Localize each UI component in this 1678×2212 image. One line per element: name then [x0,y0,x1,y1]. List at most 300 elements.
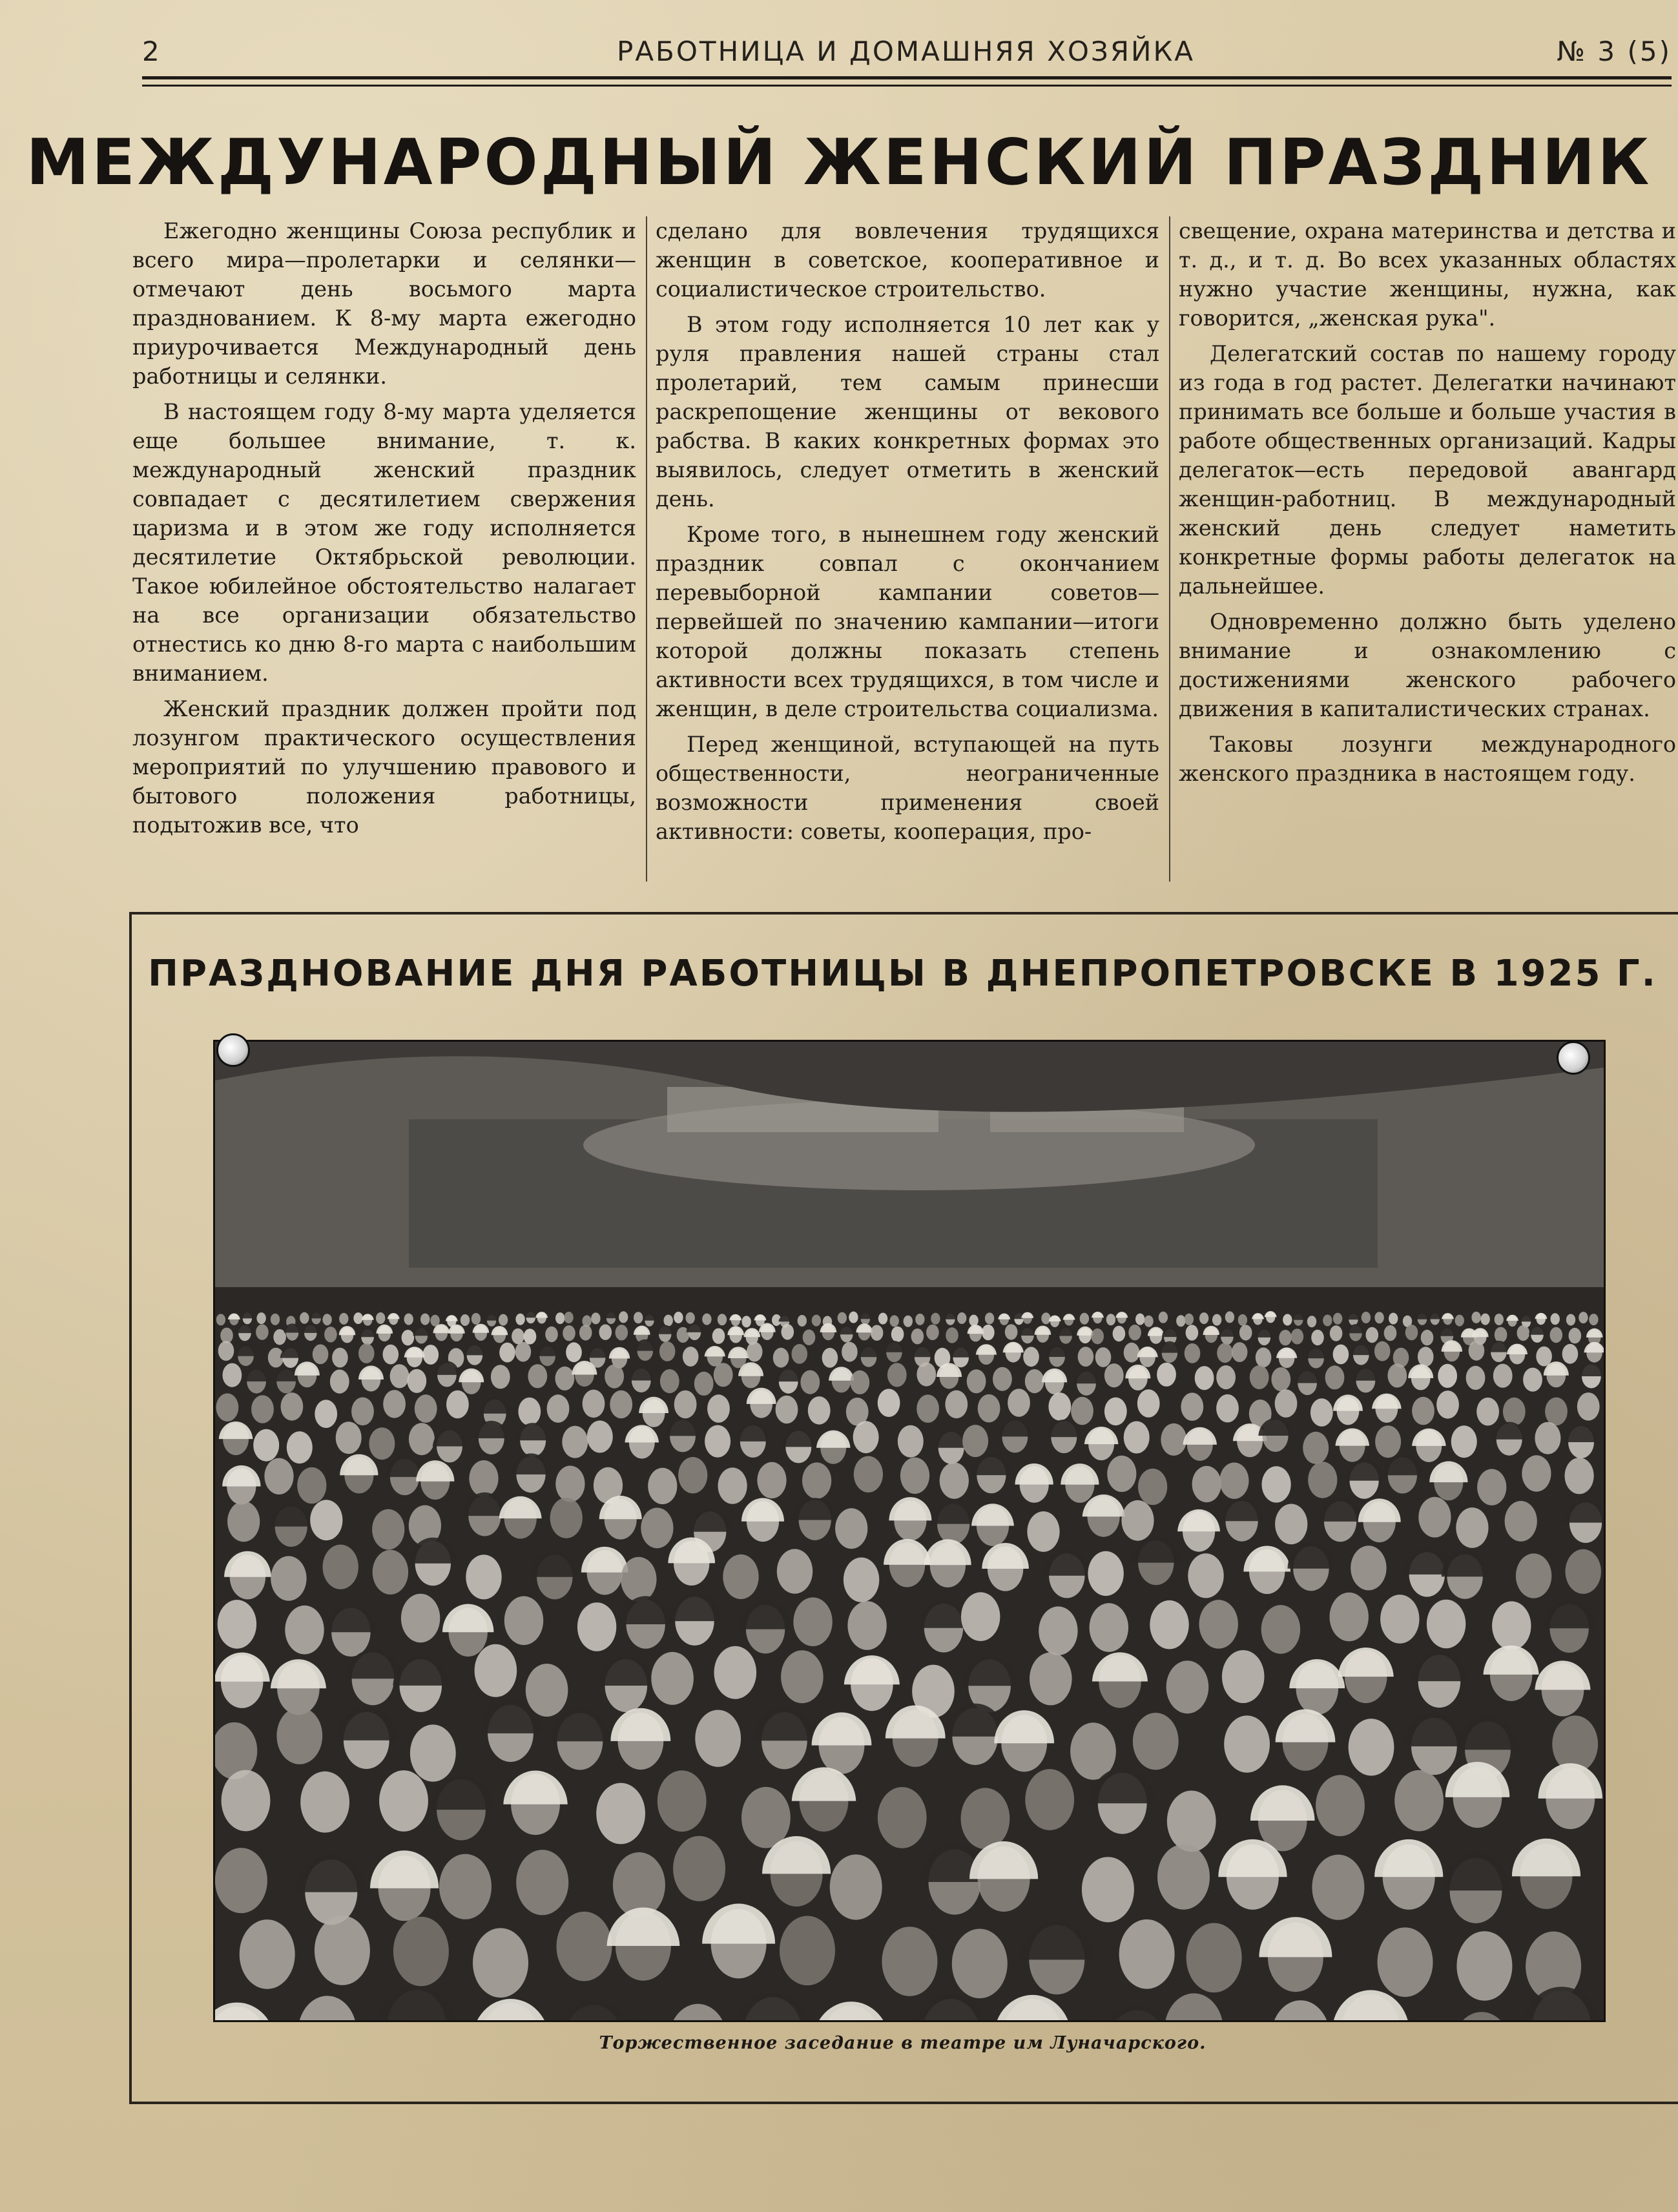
crowd-face [1023,1347,1039,1367]
crowd-face [878,1389,900,1417]
crowd-face [466,1555,501,1599]
crowd-face [1250,1365,1269,1389]
crowd-face [660,1369,679,1393]
crowd-face [1025,1369,1044,1393]
crowd-face [587,1421,613,1453]
crowd-face [1566,1549,1601,1594]
crowd-face [1239,1325,1252,1340]
crowd-face [555,1312,565,1324]
crowd-face [707,1394,730,1423]
crowd-face [616,1325,628,1340]
crowd-face [528,1364,547,1388]
crowd-face [1351,1545,1386,1590]
crowd-face [890,1315,899,1327]
crowd-face [1256,1347,1272,1367]
crowd-face [281,1392,304,1421]
crowd-face [1027,1511,1059,1552]
crowd-face [550,1498,583,1538]
crowd-face [499,1314,508,1326]
crowd-face [1577,1392,1600,1421]
crowd-face [961,1592,1000,1641]
crowd-face [1330,1325,1343,1341]
crowd-face [1565,1458,1594,1494]
crowd-face [1375,1425,1401,1458]
paragraph: Кроме того, в нынешнем году женский праздник совпал с окончанием перевыборной кампании советов—первейшей по значению кампании—итоги которой должны показать степень активности всех трудящихся, в том числе и женщин, в деле строительства социализма. [656,522,1159,721]
crowd-face [1137,1389,1160,1418]
crowd-face [1366,1327,1379,1343]
crowd-face [854,1456,883,1493]
crowd-face [253,1429,279,1462]
crowd-face [1275,1504,1307,1545]
crowd-face [1384,1325,1397,1341]
crowd-face [1455,1315,1464,1327]
crowd-face [256,1312,265,1324]
crowd-face [264,1458,293,1494]
crowd-face [1275,1389,1298,1418]
crowd-face [705,1425,730,1458]
page-number: 2 [142,36,161,67]
crowd-face [1418,1347,1434,1367]
crowd-face [1374,1312,1383,1323]
crowd-face [718,1467,747,1504]
crowd-face [648,1468,677,1504]
crowd-face [842,1342,858,1362]
crowd-face [591,1312,600,1324]
issue-number: № 3 (5) [1557,36,1672,67]
crowd-face [1219,1463,1248,1499]
crowd-face [596,1783,645,1845]
column-divider [1169,216,1170,882]
crowd-face [1041,1312,1050,1324]
crowd-face [1167,1791,1216,1852]
crowd-face [911,1328,924,1344]
crowd-face [390,1364,409,1388]
crowd-face [1562,1344,1579,1364]
crowd-face [216,1314,225,1325]
crowd-face [330,1370,349,1394]
crowd-face [1418,1497,1451,1538]
crowd-face [1307,1316,1316,1327]
crowd-face [512,1328,524,1344]
crowd-face [1199,1312,1208,1324]
crowd-face [227,1502,260,1542]
crowd-face [339,1313,348,1325]
crowd-photo-illustration [215,1042,1604,2020]
crowd-face [1333,1345,1349,1365]
crowd-face [1133,1713,1179,1770]
crowd-face [1157,1363,1176,1387]
crowd-face [714,1646,757,1699]
crowd-face [383,1390,406,1418]
crowd-face [712,1328,725,1344]
crowd-face [694,1372,714,1396]
article-column-2 [656,216,1159,853]
crowd-face [1186,1923,1242,1993]
crowd-face [1232,1342,1248,1362]
crowd-face [1181,1392,1203,1421]
crowd-face [847,1601,886,1650]
crowd-face [969,1315,978,1327]
crowd-face [1188,1553,1223,1598]
crowd-face [1262,1466,1291,1502]
crowd-face [300,1312,309,1324]
crowd-face [1517,1325,1530,1341]
crowd-face [683,1347,699,1367]
crowd-face [216,1393,239,1421]
crowd-face [1436,1390,1459,1419]
crowd-face [555,1465,585,1502]
crowd-face [952,1929,1008,1999]
paragraph: сделано для вовлечения трудящихся женщин в советское, кооперативное и социалистическое строительство. [656,218,1159,302]
crowd-face [471,1313,481,1325]
crowd-face [473,1928,528,1998]
crowd-face [1589,1314,1598,1325]
crowd-face [658,1770,707,1832]
crowd-face [446,1390,469,1419]
crowd-face [1387,1363,1407,1387]
crowd-face [940,1462,969,1498]
crowd-face [1466,1366,1486,1390]
crowd-face [1166,1660,1209,1713]
crowd-face [215,1848,267,1913]
crowd-face [547,1394,570,1423]
crowd-face [659,1341,676,1361]
crowd-face [475,1644,517,1697]
crowd-face [686,1312,695,1324]
crowd-face [562,1426,588,1458]
crowd-face [1523,1368,1542,1392]
photo-caption: Торжественное заседание в театре им Луначарского. [599,2033,1207,2053]
crowd-face [322,1314,331,1325]
paragraph: Ежегодно женщины Союза республик и всего мира—пролетарки и селянки—отмечают день восьмого марта празднованием. К 8-му марта ежегодно приурочивается Международный день работницы и селянки. [132,218,636,389]
crowd-face [372,1509,404,1550]
crowd-face [1291,1328,1304,1344]
crowd-face [1330,1593,1369,1642]
crowd-face [1005,1324,1018,1339]
crowd-face [276,1707,322,1764]
crowd-face [747,1342,763,1362]
crowd-face [271,1314,280,1325]
crowd-face [379,1770,428,1832]
crowd-face [404,1314,413,1325]
crowd-face [351,1398,374,1426]
crowd-face [1185,1314,1194,1325]
crowd-face [1495,1327,1507,1343]
crowd-face [251,1395,274,1423]
crowd-face [1569,1328,1582,1343]
crowd-face [310,1500,342,1540]
crowd-face [812,1315,821,1327]
crowd-face [518,1398,541,1426]
crowd-face [1480,1314,1489,1325]
publication-title: РАБОТНИЦА И ДОМАШНЯЯ ХОЗЯЙКА [617,36,1196,67]
crowd-face [1535,1422,1560,1454]
crowd-face [887,1363,907,1387]
article-column-3 [1179,216,1676,794]
crowd-photo [213,1040,1606,2022]
crowd-face [830,1854,882,1919]
crowd-face [1217,1343,1233,1363]
crowd-face [563,1325,575,1341]
crowd-face [967,1369,986,1393]
crowd-face [1091,1328,1104,1344]
crowd-face [777,1549,813,1593]
header-rule-thin [142,85,1672,87]
crowd-face [1039,1606,1077,1655]
crowd-face [803,1330,816,1345]
crowd-face [1536,1347,1552,1367]
crowd-face [1238,1314,1247,1326]
crowd-face [1316,1775,1365,1836]
paragraph: Таковы лозунги международного женского праздника в настоящем году. [1179,732,1676,786]
crowd-face [1271,1367,1290,1391]
crowd-face [878,1787,927,1848]
crowd-face [515,1314,524,1325]
crowd-face [1471,1312,1480,1323]
crowd-face [619,1311,628,1323]
crowd-face [1195,1366,1214,1390]
pin-icon [216,1033,250,1067]
crowd-face [946,1327,958,1343]
crowd-face [782,1324,794,1339]
crowd-face [555,1367,575,1390]
crowd-face [850,1370,869,1394]
crowd-face [1104,1398,1127,1426]
crowd-face [962,1425,988,1457]
crowd-face [1283,1314,1292,1326]
crowd-face [773,1348,789,1368]
crowd-face [1469,1341,1485,1361]
crowd-face [358,1343,375,1363]
photo-title: ПРАЗДНОВАНИЕ ДНЯ РАБОТНИЦЫ В ДНЕПРОПЕТРОВСКЕ В 1925 Г. [148,953,1657,995]
crowd-face [1312,1855,1364,1920]
crowd-face [376,1312,385,1324]
crowd-face [678,1457,707,1493]
crowd-face [849,1312,858,1323]
paragraph: Одновременно должно быть уделено внимание и ознакомлению с достижениями женского рабочего движения в капиталистических странах. [1179,609,1676,721]
crowd-face [373,1550,408,1595]
crowd-face [1456,1931,1512,2001]
crowd-face [1421,1330,1434,1345]
crowd-face [1522,1455,1551,1491]
crowd-face [1308,1462,1337,1498]
crowd-face [714,1363,733,1387]
crowd-face [621,1557,656,1602]
crowd-face [780,1916,835,1986]
crowd-face [1138,1469,1167,1505]
crowd-face [222,1770,271,1832]
crowd-face [545,1327,558,1342]
crowd-face [1545,1398,1568,1426]
crowd-face [1216,1365,1236,1389]
crowd-face [871,1325,884,1341]
crowd-face [1325,1365,1345,1389]
crowd-face [900,1458,929,1494]
crowd-face [926,1325,939,1340]
crowd-face [469,1460,498,1496]
crowd-face [917,1362,936,1386]
crowd-face [323,1545,358,1589]
crowd-face [838,1312,847,1324]
crowd-face [1362,1312,1371,1323]
header-rule-thick [142,76,1672,79]
crowd-face [1157,1845,1210,1910]
crowd-face [610,1390,632,1419]
crowd-face [1476,1398,1499,1426]
paragraph: Перед женщиной, вступающей на путь общественности, неограниченные возможности применения своей активности: советы, кооперация, про- [656,732,1159,844]
crowd-face [526,1664,568,1717]
crowd-face [271,1556,306,1600]
crowd-face [605,1365,624,1389]
crowd-face [1579,1312,1588,1323]
crowd-face [1090,1603,1128,1652]
crowd-face [599,1325,612,1340]
crowd-face [757,1462,786,1498]
crowd-face [651,1652,694,1705]
crowd-face [504,1597,543,1646]
crowd-face [1222,1650,1265,1703]
crowd-face [1124,1343,1140,1363]
crowd-face [218,1600,256,1649]
crowd-face [420,1314,430,1325]
crowd-face [315,1400,337,1428]
crowd-face [1121,1500,1154,1541]
crowd-face [369,1427,395,1460]
crowd-face [1199,1600,1238,1649]
crowd-face [674,1312,683,1323]
crowd-face [1550,1327,1563,1343]
crowd-face [945,1390,968,1419]
crowd-face [1176,1315,1185,1327]
crowd-face [1159,1312,1168,1323]
crowd-face [898,1425,924,1458]
crowd-face [931,1313,940,1325]
crowd-face [1279,1330,1292,1345]
crowd-face [1025,1769,1074,1830]
crowd-face [1303,1432,1329,1464]
crowd-face [904,1316,913,1327]
crowd-face [878,1313,887,1325]
crowd-face [1412,1397,1435,1425]
crowd-face [742,1316,751,1327]
crowd-face [297,1467,326,1504]
crowd-face [1389,1313,1398,1325]
crowd-face [985,1312,994,1324]
crowd-face [1135,1314,1145,1325]
crowd-face [1008,1389,1030,1417]
article-column-1 [132,216,636,846]
crowd-face [664,1315,673,1327]
crowd-face [844,1558,879,1602]
crowd-face [383,1345,399,1365]
crowd-face [1374,1341,1391,1361]
crowd-face [1323,1315,1332,1327]
crowd-face [891,1327,904,1342]
crowd-face [1405,1325,1418,1340]
crowd-face [1212,1314,1221,1326]
crowd-face [1144,1316,1153,1327]
crowd-face [634,1312,643,1323]
crowd-face [723,1555,758,1599]
crowd-face [674,1390,697,1419]
crowd-face [1516,1553,1551,1598]
crowd-face [978,1394,1000,1423]
crowd-face [393,1917,449,1987]
pin-icon [1557,1041,1590,1075]
crowd-face [702,1314,711,1325]
crowd-face [300,1772,349,1833]
crowd-face [439,1854,492,1919]
crowd-face [800,1370,820,1394]
crowd-face [415,1394,437,1423]
crowd-face [402,1330,415,1345]
crowd-face [410,1724,456,1781]
article-title: МЕЖДУНАРОДНЫЙ ЖЕНСКИЙ ПРАЗДНИК [26,126,1652,200]
crowd-face [982,1325,995,1340]
crowd-face [564,1312,573,1323]
crowd-face [641,1508,673,1549]
paragraph: Женский праздник должен пройти под лозунгом практического осуществления мероприятий по улучшению правового и бытового положения работницы, подытожив все, что [132,696,636,838]
crowd-face [579,1325,592,1340]
crowd-face [993,1367,1012,1391]
crowd-face [718,1314,727,1325]
crowd-face [673,1836,725,1901]
crowd-face [557,1912,612,1981]
crowd-face [409,1423,435,1455]
crowd-face [1161,1423,1186,1456]
crowd-face [802,1462,831,1498]
crowd-face [1080,1313,1089,1325]
crowd-face [1185,1343,1201,1363]
crowd-face [218,1341,234,1361]
crowd-face [1333,1313,1342,1325]
crowd-face [835,1508,867,1549]
crowd-face [1095,1347,1112,1367]
crowd-face [256,1324,269,1339]
crowd-face [515,1342,532,1362]
crowd-face [695,1710,741,1767]
crowd-face [1048,1392,1071,1421]
crowd-face [1128,1325,1141,1340]
crowd-face [1106,1314,1115,1325]
crowd-face [915,1314,924,1325]
crowd-face [353,1312,362,1324]
crowd-face [336,1421,362,1454]
crowd-face [1107,1456,1136,1492]
paragraph: свещение, охрана материнства и детства и т. д., и т. д. Во всех указанных областях нужно участие женщины, нужна, как говорится, „женская рука". [1179,218,1676,331]
crowd-face [1451,1425,1477,1458]
crowd-face [808,1396,831,1425]
paragraph: В этом году исполняется 10 лет как у руля правления нашей страны стал пролетарий, тем самым принесши раскрепощение женщины от векового рабства. В каких конкретных формах это выявилось, следует отметить в женский день. [656,312,1159,512]
crowd-face [1216,1394,1239,1423]
crowd-face [798,1315,807,1327]
crowd-face [1438,1364,1457,1388]
crowd-face [1104,1363,1124,1387]
crowd-face [781,1650,823,1703]
crowd-face [583,1390,605,1418]
crowd-face [1456,1507,1488,1548]
crowd-face [577,1602,616,1651]
crowd-face [1492,1601,1531,1650]
crowd-face [315,1916,370,1985]
crowd-face [1113,1326,1126,1341]
crowd-face [1505,1501,1537,1542]
crowd-face [407,1369,426,1393]
crowd-face [223,1363,242,1387]
crowd-face [524,1328,537,1344]
column-divider [646,216,647,882]
crowd-face [853,1421,879,1453]
